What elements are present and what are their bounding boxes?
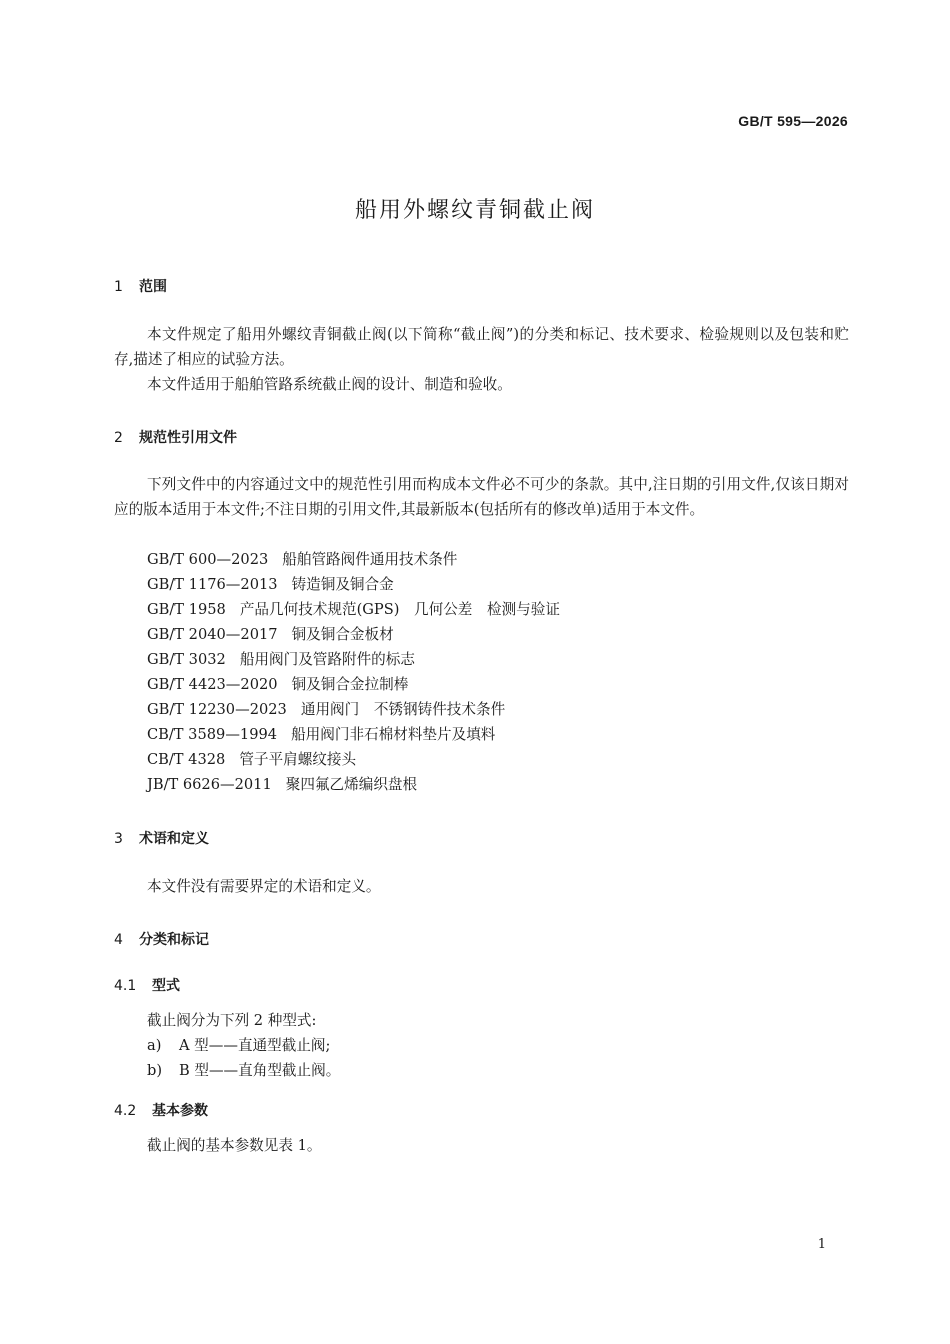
reference-title: 船用阀门及管路附件的标志 (239, 651, 415, 668)
section-4-2-heading (114, 1100, 208, 1120)
reference-item (147, 647, 415, 672)
reference-title: 铜及铜合金拉制棒 (291, 676, 409, 693)
list-marker: a) (147, 1037, 162, 1054)
reference-item (147, 572, 394, 597)
reference-code: GB/T 1176—2013 (147, 576, 278, 593)
section-number: 2 (114, 430, 123, 446)
types-intro: 截止阀分为下列 2 种型式: (147, 1012, 317, 1029)
reference-code: CB/T 4328 (147, 751, 226, 768)
reference-title: 产品几何技术规范(GPS) 几何公差 检测与验证 (239, 601, 560, 618)
terms-paragraph: 本文件没有需要界定的术语和定义。 (147, 878, 381, 895)
section-number: 4.1 (114, 978, 137, 994)
list-item (147, 1058, 340, 1083)
section-2-heading (114, 427, 237, 447)
section-number: 3 (114, 831, 123, 847)
reference-item (147, 722, 495, 747)
reference-code: GB/T 2040—2017 (147, 626, 278, 643)
reference-item (147, 597, 560, 622)
section-title: 规范性引用文件 (139, 430, 237, 446)
reference-title: 聚四氟乙烯编织盘根 (285, 776, 418, 793)
reference-code: GB/T 1958 (147, 601, 226, 618)
section-number: 1 (114, 279, 123, 295)
section-title: 型式 (152, 978, 180, 994)
basic-params-paragraph: 截止阀的基本参数见表 1。 (147, 1137, 322, 1154)
section-3-heading (114, 828, 209, 848)
reference-item (147, 622, 394, 647)
reference-title: 船用阀门非石棉材料垫片及填料 (291, 726, 496, 743)
list-item-text: B 型——直角型截止阀。 (179, 1062, 341, 1079)
list-item-text: A 型——直通型截止阀; (179, 1037, 331, 1054)
section-title: 范围 (139, 279, 167, 295)
reference-code: GB/T 3032 (147, 651, 226, 668)
page-number: 1 (817, 1237, 826, 1252)
reference-item (147, 547, 457, 572)
reference-item (147, 772, 417, 797)
reference-title: 管子平肩螺纹接头 (239, 751, 357, 768)
scope-paragraph-2: 本文件适用于船舶管路系统截止阀的设计、制造和验收。 (147, 376, 512, 393)
section-title: 术语和定义 (139, 831, 209, 847)
list-item (147, 1033, 330, 1058)
section-number: 4.2 (114, 1103, 137, 1119)
section-title: 基本参数 (152, 1103, 208, 1119)
section-number: 4 (114, 932, 123, 948)
reference-item (147, 747, 356, 772)
reference-item (147, 697, 505, 722)
reference-code: JB/T 6626—2011 (147, 776, 272, 793)
reference-title: 通用阀门 不锈钢铸件技术条件 (300, 701, 506, 718)
document-title: 船用外螺纹青铜截止阀 (354, 198, 595, 223)
section-1-heading (114, 276, 167, 296)
list-marker: b) (147, 1062, 163, 1079)
section-title: 分类和标记 (139, 932, 209, 948)
reference-code: CB/T 3589—1994 (147, 726, 278, 743)
section-4-1-heading (114, 975, 180, 995)
reference-code: GB/T 4423—2020 (147, 676, 278, 693)
reference-code: GB/T 600—2023 (147, 551, 269, 568)
standard-code: GB/T 595—2026 (738, 113, 848, 129)
reference-title: 船舶管路阀件通用技术条件 (282, 551, 458, 568)
reference-title: 铸造铜及铜合金 (291, 576, 394, 593)
reference-code: GB/T 12230—2023 (147, 701, 287, 718)
references-intro: 下列文件中的内容通过文中的规范性引用而构成本文件必不可少的条款。其中,注日期的引用文件,仅该日期对应的版本适用于本文件;不注日期的引用文件,其最新版本(包括所有的修改单)适用于本文件。 (114, 476, 849, 518)
section-4-heading (114, 929, 209, 949)
scope-paragraph-1: 本文件规定了船用外螺纹青铜截止阀(以下简称“截止阀”)的分类和标记、技术要求、检验规则以及包装和贮存,描述了相应的试验方法。 (114, 326, 849, 368)
reference-item (147, 672, 408, 697)
reference-title: 铜及铜合金板材 (291, 626, 394, 643)
